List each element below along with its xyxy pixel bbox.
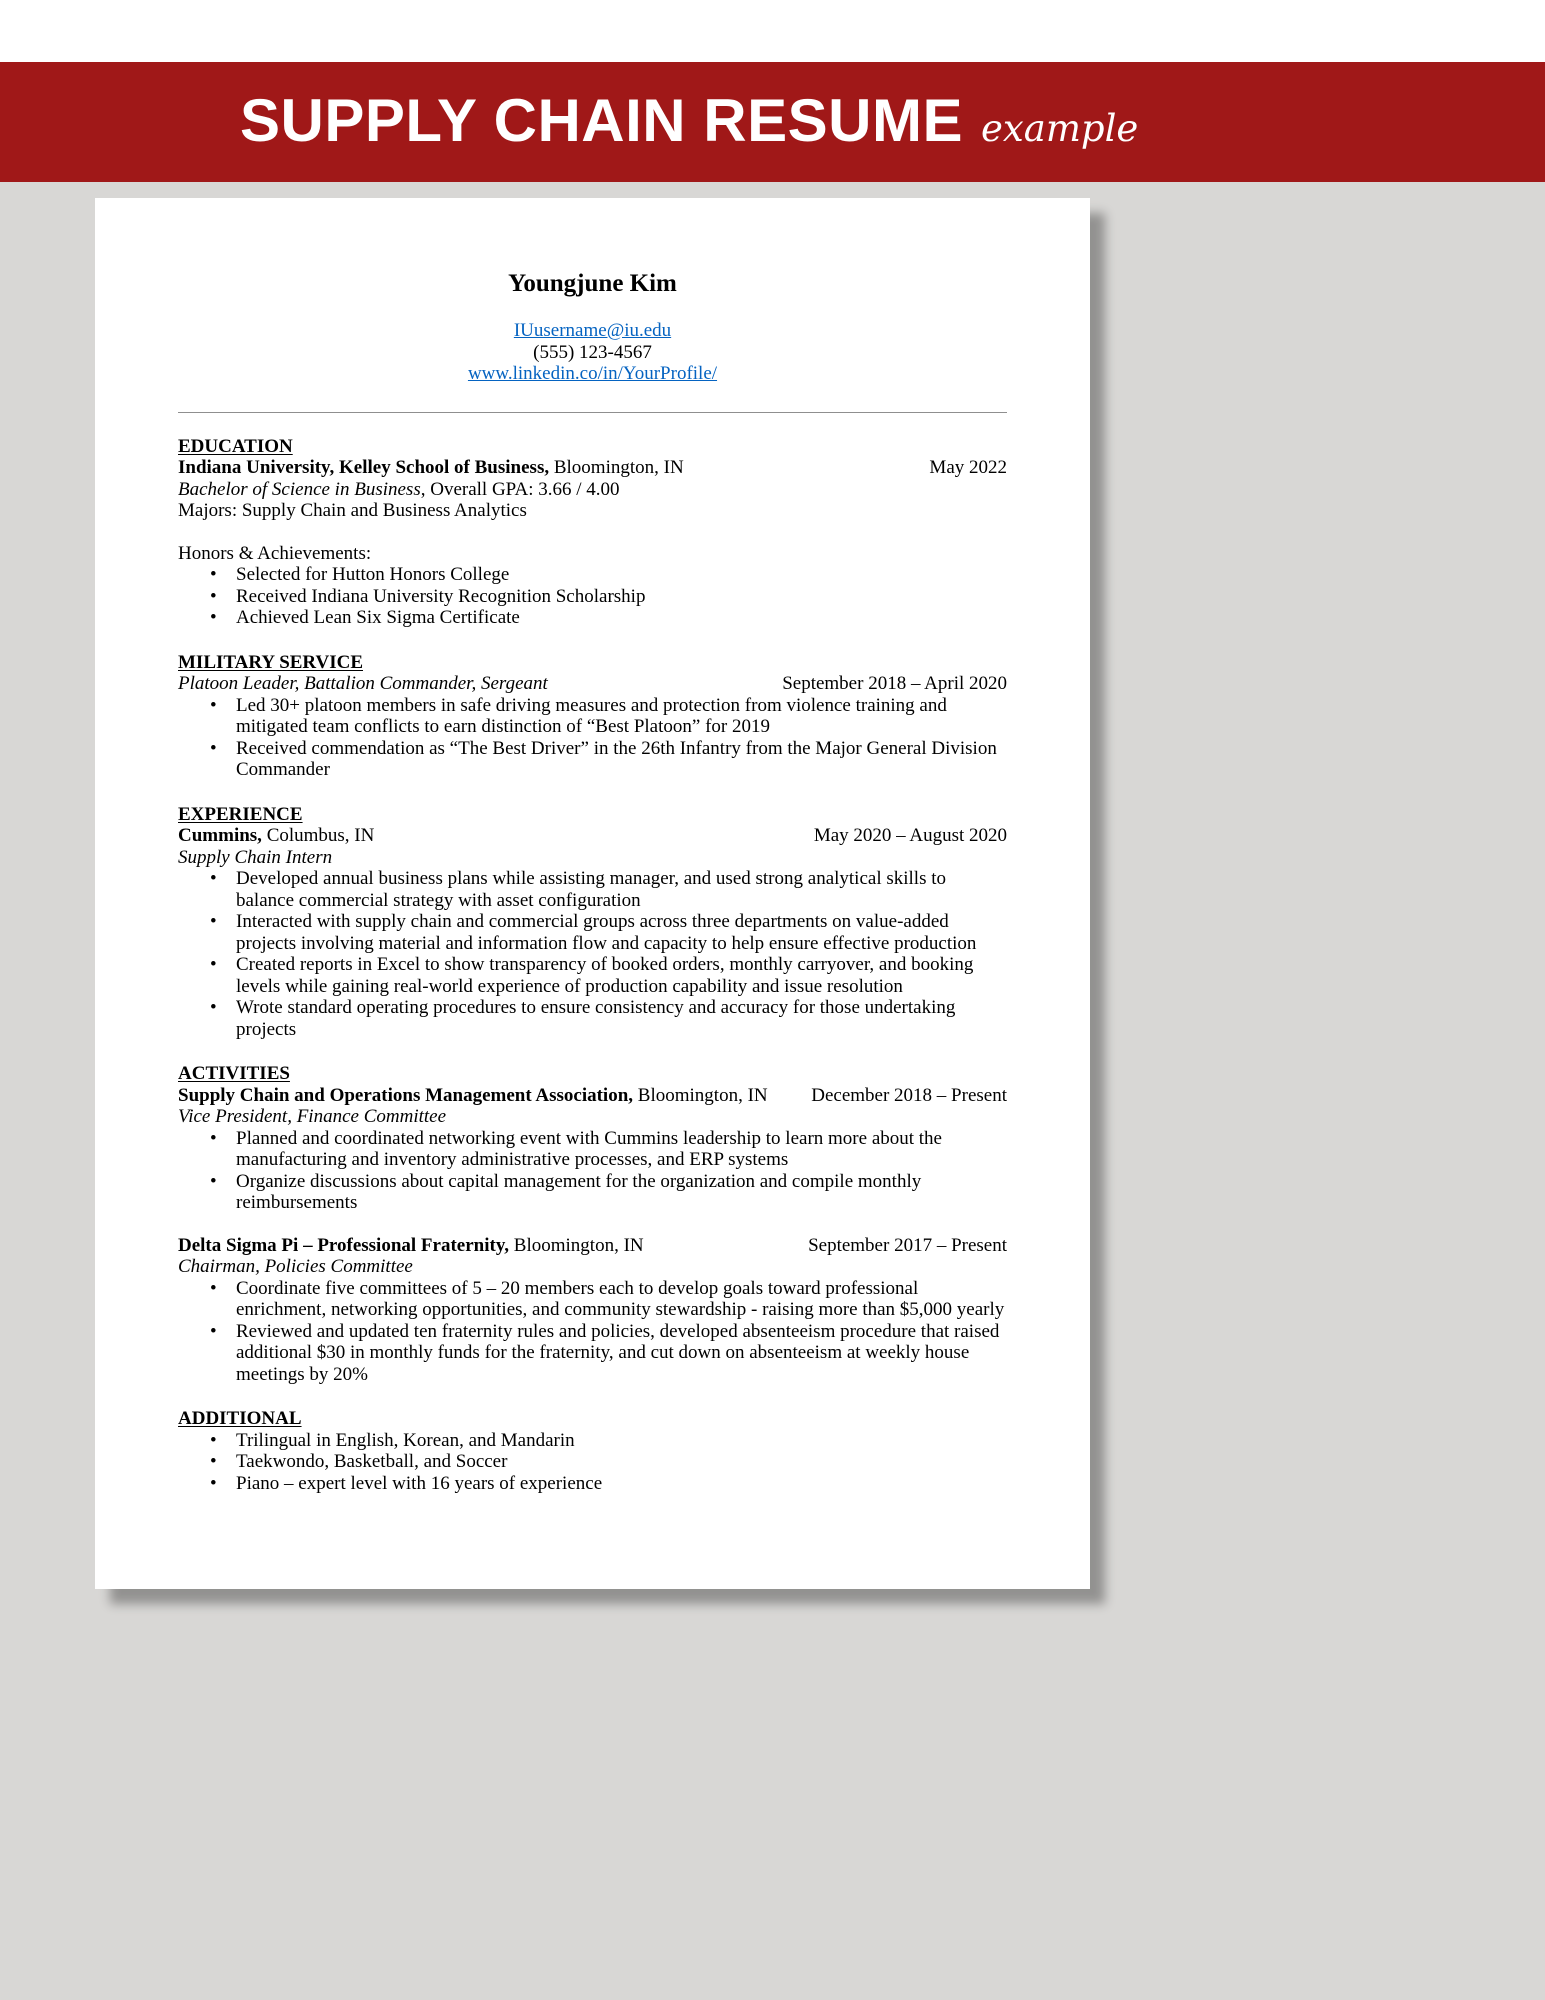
header-divider — [178, 412, 1007, 413]
org-bullet-list — [178, 1128, 1007, 1214]
experience-bullet-list — [178, 868, 1007, 1040]
company-name: Cummins, — [178, 825, 262, 846]
bullet-item: • Planned and coordinated networking event with Cummins leadership to learn more about the manufacturing and inventory administrative processes, and ERP systems — [236, 1128, 1007, 1171]
org-name: Supply Chain and Operations Management Association, — [178, 1084, 634, 1106]
activity-org-2 — [178, 1235, 1007, 1386]
org-bullet-list — [178, 1278, 1007, 1386]
additional-heading: ADDITIONAL — [178, 1408, 302, 1429]
bullet-item: • Selected for Hutton Honors College — [236, 564, 1007, 586]
banner — [0, 62, 1545, 182]
bullet-item: • Led 30+ platoon members in safe driving measures and protection from violence training and mitigated team conflicts to earn distinction of “Best Platoon” for 2019 — [236, 695, 1007, 738]
education-heading: EDUCATION — [178, 435, 293, 457]
org-row — [178, 1235, 1007, 1257]
school-line — [178, 457, 684, 479]
linkedin-link[interactable]: www.linkedin.co/in/YourProfile/ — [467, 363, 718, 384]
phone-number: (555) 123-4567 — [533, 341, 652, 363]
section-experience — [178, 804, 1007, 1041]
bullet-item: • Piano – expert level with 16 years of experience — [236, 1473, 1007, 1495]
email-link[interactable]: IUusername@iu.edu — [513, 320, 672, 341]
school-row — [178, 457, 1007, 479]
resume-page — [95, 198, 1090, 1589]
org-location: Bloomington, IN — [633, 1084, 768, 1106]
military-bullet-list — [178, 695, 1007, 781]
military-role-row — [178, 673, 1007, 695]
majors-line: Majors: Supply Chain and Business Analytics — [178, 500, 527, 521]
honors-list — [178, 564, 1007, 629]
experience-date: May 2020 – August 2020 — [813, 825, 1007, 846]
bullet-item: • Coordinate five committees of 5 – 20 members each to develop goals toward professional enrichment, networking opportunities, and community stewardship - raising more than $5,000 yearly — [236, 1278, 1007, 1321]
section-military-service — [178, 652, 1007, 781]
email-line — [178, 320, 1007, 342]
school-name: Indiana University, Kelley School of Business, — [178, 457, 550, 478]
org-role: Chairman, Policies Committee — [178, 1256, 413, 1277]
banner-title: SUPPLY CHAIN RESUME — [240, 87, 963, 154]
bullet-item: • Taekwondo, Basketball, and Soccer — [236, 1451, 1007, 1473]
org-line — [178, 1085, 768, 1107]
bullet-item: • Received commendation as “The Best Driver” in the 26th Infantry from the Major General Division Commander — [236, 738, 1007, 781]
linkedin-line — [178, 363, 1007, 385]
gpa-detail: , Overall GPA: 3.66 / 4.00 — [420, 478, 620, 500]
org-name: Delta Sigma Pi – Professional Fraternity, — [178, 1234, 510, 1256]
experience-role: Supply Chain Intern — [178, 846, 333, 868]
contact-block — [178, 320, 1007, 385]
org-date: September 2017 – Present — [808, 1234, 1007, 1256]
section-activities — [178, 1063, 1007, 1385]
activity-org-1 — [178, 1085, 1007, 1214]
military-heading: MILITARY SERVICE — [178, 651, 363, 673]
education-date: May 2022 — [929, 457, 1007, 478]
company-row — [178, 825, 1007, 847]
military-date: September 2018 – April 2020 — [782, 673, 1007, 694]
bullet-item: • Developed annual business plans while assisting manager, and used strong analytical skills to balance commercial strategy with asset configuration — [236, 868, 1007, 911]
additional-bullet-list — [178, 1430, 1007, 1495]
bullet-item: • Reviewed and updated ten fraternity rules and policies, developed absenteeism procedure that raised additional $30 in monthly funds for the fraternity, and cut down on absenteeism at weekly house meetings by 20% — [236, 1321, 1007, 1386]
experience-heading: EXPERIENCE — [178, 803, 303, 825]
degree-name: Bachelor of Science in Business — [178, 478, 421, 500]
school-location: Bloomington, IN — [549, 457, 684, 478]
candidate-name: Youngjune Kim — [508, 270, 677, 297]
bullet-item: • Interacted with supply chain and commercial groups across three departments on value-added projects involving material and information flow and capacity to help ensure effective production — [236, 911, 1007, 954]
company-line — [178, 825, 374, 847]
section-additional — [178, 1408, 1007, 1494]
degree-line — [178, 479, 1007, 501]
bullet-item: • Received Indiana University Recognition Scholarship — [236, 586, 1007, 608]
org-location: Bloomington, IN — [509, 1234, 644, 1256]
spacer — [178, 522, 1007, 543]
military-role: Platoon Leader, Battalion Commander, Sergeant — [178, 673, 548, 694]
org-date: December 2018 – Present — [811, 1084, 1007, 1106]
company-location: Columbus, IN — [261, 825, 375, 846]
org-row — [178, 1085, 1007, 1107]
honors-label: Honors & Achievements: — [178, 542, 372, 564]
bullet-item: • Wrote standard operating procedures to ensure consistency and accuracy for those undertaking projects — [236, 997, 1007, 1040]
org-line — [178, 1235, 644, 1257]
bullet-item: • Organize discussions about capital management for the organization and compile monthly reimbursements — [236, 1171, 1007, 1214]
banner-subtitle: example — [981, 107, 1139, 150]
top-margin-strip — [0, 0, 1545, 62]
bullet-item: • Achieved Lean Six Sigma Certificate — [236, 607, 1007, 629]
section-education — [178, 436, 1007, 629]
org-role: Vice President, Finance Committee — [178, 1106, 447, 1127]
activities-heading: ACTIVITIES — [178, 1063, 290, 1084]
bullet-item: • Created reports in Excel to show transparency of booked orders, monthly carryover, and booking levels while gaining real-world experience of production capability and issue resolution — [236, 954, 1007, 997]
bullet-item: • Trilingual in English, Korean, and Mandarin — [236, 1430, 1007, 1452]
